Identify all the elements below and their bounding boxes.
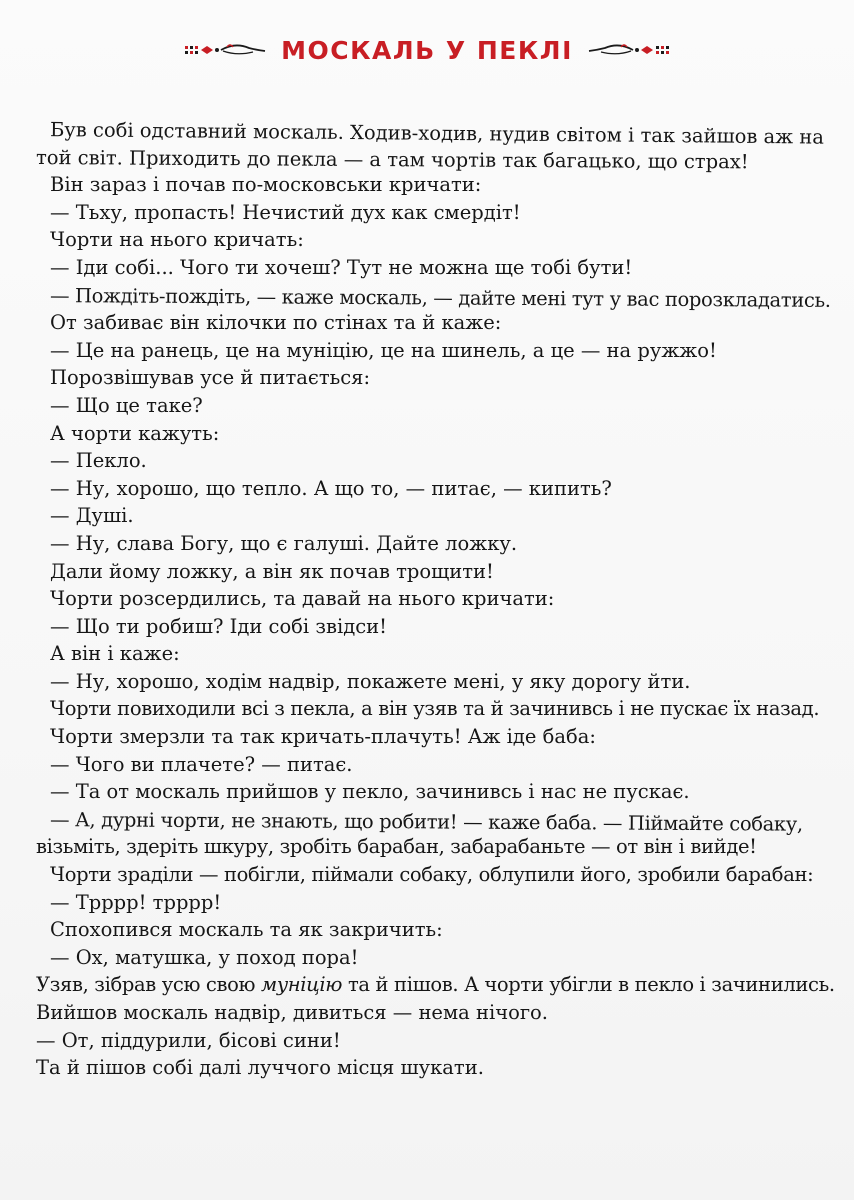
story-line: Він зараз і почав по-московськи кричати:	[50, 173, 482, 197]
story-line-part: та й пішов. А чорти убігли в пекло і зачинились.	[347, 973, 835, 997]
story-title: МОСКАЛЬ У ПЕКЛІ	[281, 35, 573, 65]
story-line: Дали йому ложку, а він як почав трощити!	[50, 559, 494, 583]
story-line: — Ну, слава Богу, що є галуші. Дайте ложку.	[50, 531, 518, 555]
folk-ornament-right-icon	[587, 40, 671, 60]
story-line: Вийшов москаль надвір, дивиться — нема нічого.	[36, 1001, 548, 1024]
story-line: От забиває він кілочки по стінах та й каже:	[50, 311, 502, 335]
story-line: — Пождіть-пождіть, — каже москаль, — дайте мені тут у вас порозкладатись.	[49, 283, 831, 312]
story-line: — Пекло.	[50, 449, 147, 473]
story-line: — Та от москаль прийшов у пекло, зачинивсь і нас не пускає.	[50, 780, 690, 804]
story-line: Чорти повиходили всі з пекла, а він узяв та й зачинивсь і не пускає їх назад.	[50, 697, 820, 721]
story-line: Чорти на нього кричать:	[50, 228, 304, 252]
story-line: Був собі одставний москаль. Ходив-ходив, нудив світом і так зайшов аж на	[49, 118, 825, 149]
story-line: — Чого ви плачете? — питає.	[50, 752, 353, 776]
story-line: — Трррр! трррр!	[50, 890, 222, 914]
story-line: візьміть, здеріть шкуру, зробіть барабан, забарабаньте — от він і вийде!	[36, 835, 757, 859]
story-header	[0, 30, 854, 70]
story-line: А він і каже:	[50, 642, 180, 666]
story-line: — Що ти робиш? Іди собі звідси!	[50, 614, 387, 638]
story-line: — Душі.	[50, 504, 134, 528]
story-line: Спохопився москаль та як закричить:	[50, 918, 443, 942]
folk-ornament-left-icon	[183, 40, 267, 60]
story-line: Чорти зраділи — побігли, піймали собаку, облупили його, зробили барабан:	[50, 863, 814, 887]
story-line: той світ. Приходить до пекла — а там чортів так багацько, що страх!	[35, 145, 749, 173]
story-line: Та й пішов собі далі луччого місця шукати.	[36, 1056, 484, 1080]
story-line: — Тьху, пропасть! Нечистий дух как смердіт!	[50, 200, 521, 224]
story-line: — Ну, хорошо, що тепло. А що то, — питає, — кипить?	[50, 476, 612, 500]
italic-word: муніцію	[261, 973, 343, 997]
story-line: А чорти кажуть:	[50, 421, 220, 445]
story-line: Чорти змерзли та так кричать-плачуть! Аж іде баба:	[50, 725, 596, 749]
story-line	[36, 971, 835, 999]
story-line: Порозвішував усе й питається:	[50, 366, 371, 390]
story-line: — Це на ранець, це на муніцію, це на шинель, а це — на ружжо!	[50, 338, 717, 362]
story-line: — Ох, матушка, у поход пора!	[50, 945, 359, 969]
story-text	[35, 116, 835, 1082]
story-line: Чорти розсердились, та давай на нього кричати:	[50, 587, 555, 611]
story-line: — А, дурні чорти, не знають, що робити! — каже баба. — Піймайте собаку,	[49, 807, 803, 836]
story-line: — От, піддурили, бісові сини!	[36, 1028, 341, 1052]
story-line-part: Узяв, зібрав усю свою	[36, 973, 256, 997]
story-line: — Що це таке?	[50, 393, 203, 417]
story-line: — Іди собі... Чого ти хочеш? Тут не можна ще тобі бути!	[50, 255, 633, 279]
story-line: — Ну, хорошо, ходім надвір, покажете мені, у яку дорогу йти.	[50, 669, 691, 693]
